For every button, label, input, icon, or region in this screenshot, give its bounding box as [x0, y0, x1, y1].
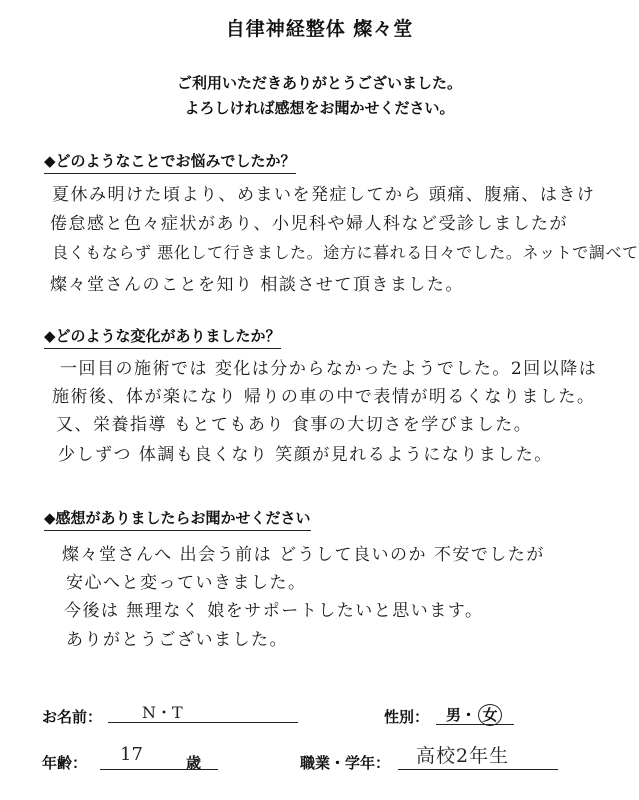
name-label: お名前：	[42, 708, 103, 726]
gender-male: 男・	[446, 706, 477, 724]
age-label: 年齢：	[42, 754, 88, 772]
answer-line: 良くもならず 悪化して行きました。途方に暮れる日々でした。ネットで調べて	[52, 243, 639, 262]
gender-underline	[436, 724, 514, 725]
occupation-value: 高校2年生	[416, 745, 510, 767]
question-heading-impressions: ◆感想がありましたらお聞かせください	[44, 507, 311, 531]
age-underline	[100, 769, 218, 770]
answer-line: 一回目の施術では 変化は分からなかったようでした。2回以降は	[60, 359, 598, 379]
answer-line: 夏休み明けた頃より、めまいを発症してから 頭痛、腹痛、はきけ	[52, 185, 596, 205]
gender-female-circled: 女	[478, 704, 502, 726]
page-title: 自律神経整体 燦々堂	[225, 18, 414, 40]
name-underline	[108, 722, 298, 723]
intro-line-2: よろしければ感想をお聞かせください。	[184, 99, 455, 117]
name-value: N・T	[142, 703, 183, 722]
answer-line: 安心へと変っていきました。	[66, 573, 307, 593]
intro-line-1: ご利用いただきありがとうございました。	[176, 74, 462, 92]
gender-label: 性別：	[384, 708, 430, 726]
answer-line: 倦怠感と色々症状があり、小児科や婦人科など受診しましたが	[50, 214, 568, 234]
answer-line: 施術後、体が楽になり 帰りの車の中で表情が明るくなりました。	[52, 387, 596, 407]
age-value: 17	[120, 744, 143, 765]
occupation-underline	[398, 769, 558, 770]
answer-line: ありがとうございました。	[66, 630, 288, 650]
answer-line: 又、栄養指導 もとてもあり 食事の大切さを学びました。	[56, 415, 533, 435]
answer-line: 燦々堂さんへ 出会う前は どうして良いのか 不安でしたが	[62, 545, 545, 565]
question-heading-worries: ◆どのようなことでお悩みでしたか？	[44, 150, 296, 174]
gender-options	[446, 704, 502, 726]
age-unit: 歳	[186, 754, 202, 772]
occupation-label: 職業・学年：	[300, 754, 391, 772]
answer-line: 燦々堂さんのことを知り 相談させて頂きました。	[50, 275, 464, 295]
answer-line: 少しずつ 体調も良くなり 笑顔が見れるようになりました。	[58, 445, 553, 465]
answer-line: 今後は 無理なく 娘をサポートしたいと思います。	[64, 601, 484, 621]
question-heading-changes: ◆どのような変化がありましたか？	[44, 325, 281, 349]
